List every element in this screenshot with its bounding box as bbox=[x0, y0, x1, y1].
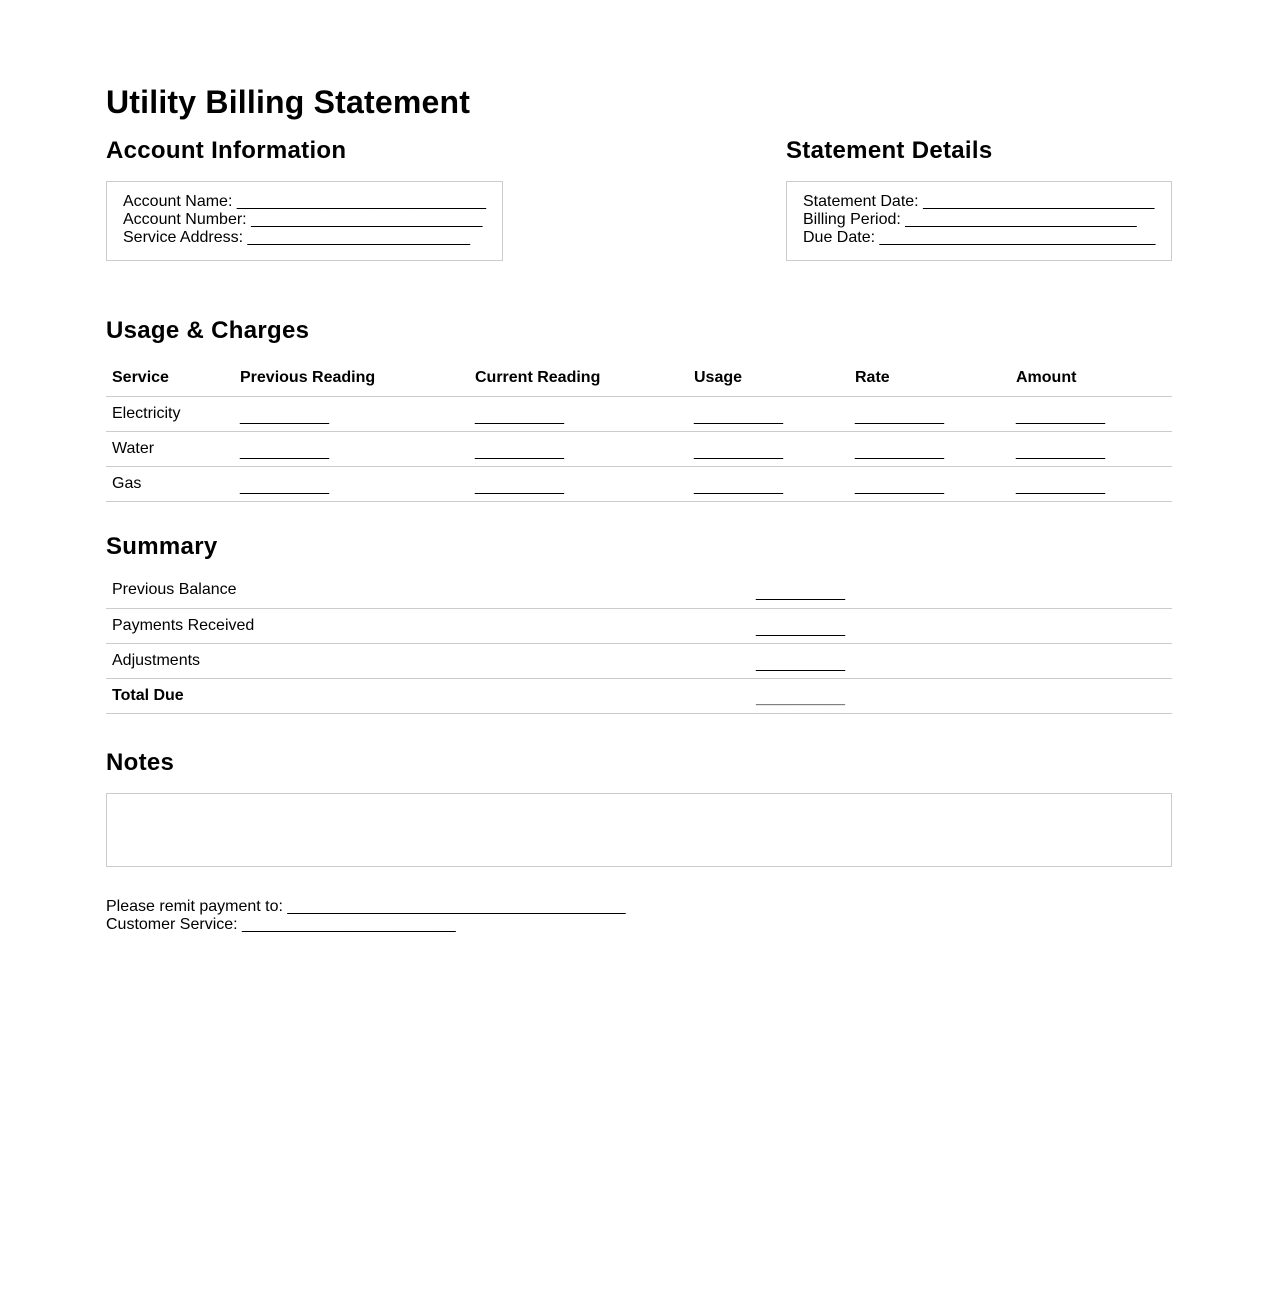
statement-details-heading: Statement Details bbox=[786, 137, 993, 164]
table-header-row bbox=[106, 361, 1172, 396]
usage-charges-heading: Usage & Charges bbox=[106, 317, 310, 344]
column-header-current-reading: Current Reading bbox=[469, 361, 688, 396]
account-information-section bbox=[106, 136, 503, 261]
service-name: Electricity bbox=[106, 396, 234, 431]
amount-blank[interactable]: __________ bbox=[1010, 431, 1172, 466]
customer-service-blank[interactable]: ________________________ bbox=[242, 916, 456, 933]
remit-payment-line bbox=[106, 898, 626, 916]
amount-blank[interactable]: __________ bbox=[1010, 396, 1172, 431]
billing-period-blank[interactable]: __________________________ bbox=[905, 211, 1137, 228]
account-number-label: Account Number: bbox=[123, 211, 247, 228]
summary-table bbox=[106, 573, 1172, 714]
notes-section bbox=[106, 748, 1172, 867]
notes-heading: Notes bbox=[106, 749, 175, 776]
amount-blank[interactable]: __________ bbox=[1010, 466, 1172, 501]
due-date-field bbox=[803, 229, 1155, 247]
summary-row-adjustments bbox=[106, 643, 1172, 678]
column-header-amount: Amount bbox=[1010, 361, 1172, 396]
summary-label: Total Due bbox=[106, 678, 750, 713]
account-information-heading: Account Information bbox=[106, 137, 347, 164]
statement-details-box bbox=[786, 181, 1172, 261]
previous-reading-blank[interactable]: __________ bbox=[234, 396, 469, 431]
usage-charges-section bbox=[106, 316, 1172, 502]
rate-blank[interactable]: __________ bbox=[849, 431, 1010, 466]
service-address-field bbox=[123, 229, 486, 247]
service-name: Gas bbox=[106, 466, 234, 501]
account-name-label: Account Name: bbox=[123, 193, 233, 210]
usage-blank[interactable]: __________ bbox=[688, 431, 849, 466]
summary-row-payments-received bbox=[106, 608, 1172, 643]
usage-blank[interactable]: __________ bbox=[688, 466, 849, 501]
due-date-blank[interactable]: _______________________________ bbox=[879, 229, 1156, 246]
column-header-previous-reading: Previous Reading bbox=[234, 361, 469, 396]
footer bbox=[106, 898, 626, 934]
billing-period-field bbox=[803, 211, 1155, 229]
rate-blank[interactable]: __________ bbox=[849, 396, 1010, 431]
header-columns bbox=[106, 136, 1172, 266]
account-information-box bbox=[106, 181, 503, 261]
summary-heading: Summary bbox=[106, 533, 218, 560]
usage-blank[interactable]: __________ bbox=[688, 396, 849, 431]
summary-value-blank[interactable]: __________ bbox=[750, 678, 1172, 713]
customer-service-label: Customer Service: bbox=[106, 916, 238, 933]
current-reading-blank[interactable]: __________ bbox=[469, 396, 688, 431]
statement-date-label: Statement Date: bbox=[803, 193, 919, 210]
column-header-rate: Rate bbox=[849, 361, 1010, 396]
summary-label: Payments Received bbox=[106, 608, 750, 643]
account-number-field bbox=[123, 211, 486, 229]
current-reading-blank[interactable]: __________ bbox=[469, 466, 688, 501]
service-address-label: Service Address: bbox=[123, 229, 244, 246]
summary-value-blank[interactable]: __________ bbox=[750, 643, 1172, 678]
column-header-usage: Usage bbox=[688, 361, 849, 396]
remit-payment-blank[interactable]: ______________________________________ bbox=[287, 898, 626, 915]
account-name-field bbox=[123, 193, 486, 211]
rate-blank[interactable]: __________ bbox=[849, 466, 1010, 501]
summary-label: Adjustments bbox=[106, 643, 750, 678]
table-row bbox=[106, 431, 1172, 466]
column-header-service: Service bbox=[106, 361, 234, 396]
summary-section bbox=[106, 532, 1172, 714]
account-number-blank[interactable]: __________________________ bbox=[251, 211, 483, 228]
statement-date-blank[interactable]: __________________________ bbox=[923, 193, 1155, 210]
summary-value-blank[interactable]: __________ bbox=[750, 573, 1172, 608]
statement-details-section bbox=[786, 136, 1172, 261]
previous-reading-blank[interactable]: __________ bbox=[234, 466, 469, 501]
notes-box[interactable] bbox=[106, 793, 1172, 867]
service-address-blank[interactable]: _________________________ bbox=[247, 229, 470, 246]
page-title: Utility Billing Statement bbox=[106, 84, 471, 120]
usage-charges-table bbox=[106, 361, 1172, 502]
account-name-blank[interactable]: ____________________________ bbox=[236, 193, 486, 210]
remit-payment-label: Please remit payment to: bbox=[106, 898, 283, 915]
table-row bbox=[106, 466, 1172, 501]
service-name: Water bbox=[106, 431, 234, 466]
statement-date-field bbox=[803, 193, 1155, 211]
summary-row-previous-balance bbox=[106, 573, 1172, 608]
due-date-label: Due Date: bbox=[803, 229, 876, 246]
summary-row-total-due bbox=[106, 678, 1172, 713]
summary-value-blank[interactable]: __________ bbox=[750, 608, 1172, 643]
previous-reading-blank[interactable]: __________ bbox=[234, 431, 469, 466]
summary-label: Previous Balance bbox=[106, 573, 750, 608]
table-row bbox=[106, 396, 1172, 431]
billing-period-label: Billing Period: bbox=[803, 211, 901, 228]
customer-service-line bbox=[106, 916, 626, 934]
current-reading-blank[interactable]: __________ bbox=[469, 431, 688, 466]
